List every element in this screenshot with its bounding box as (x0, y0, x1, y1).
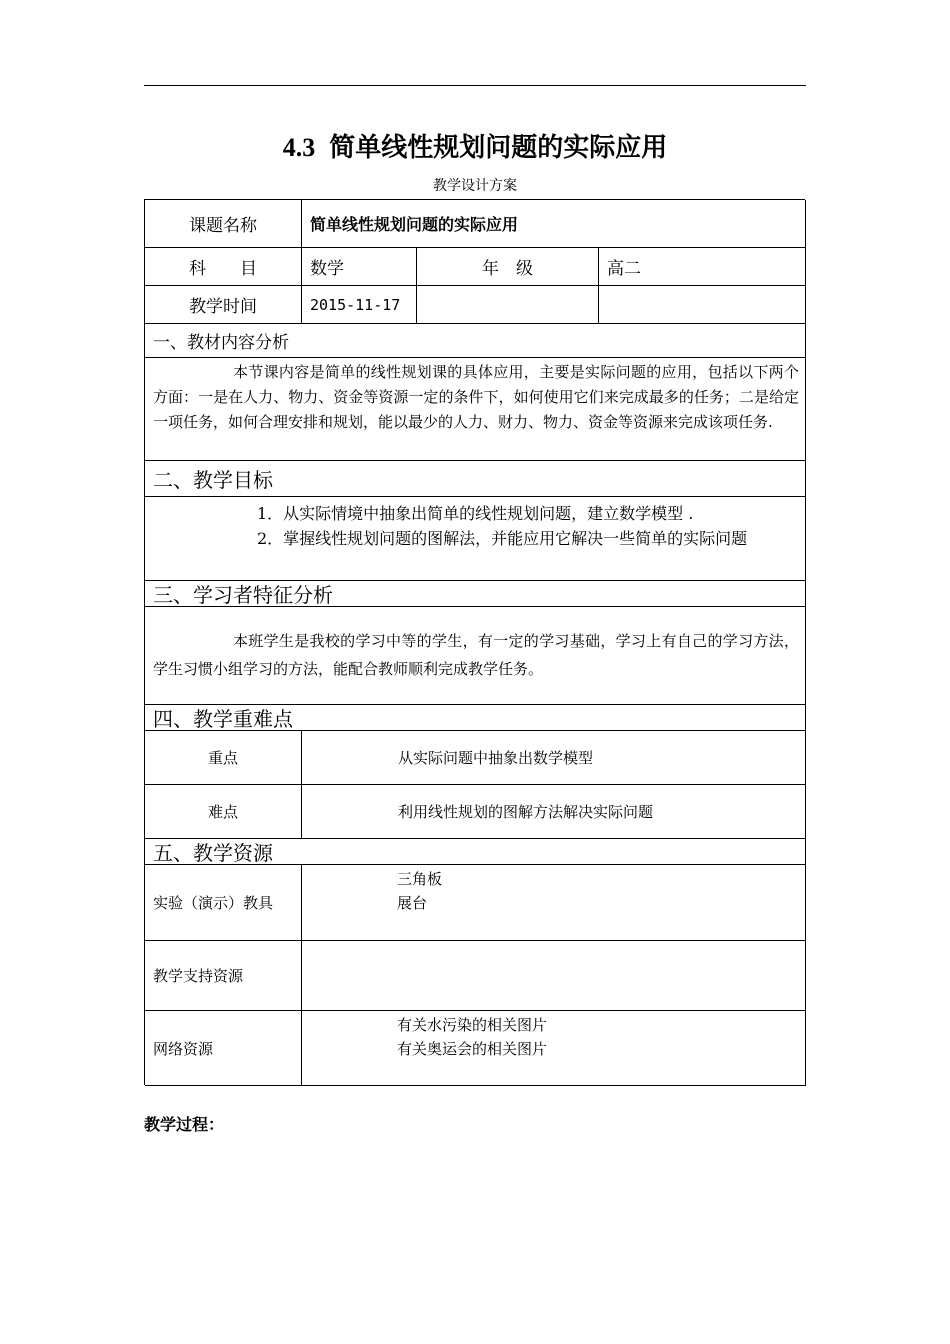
empty-cell (599, 286, 806, 324)
page-title (144, 130, 806, 166)
resource-item: 三角板 (397, 870, 443, 888)
section1-body (145, 358, 806, 461)
teaching-process-heading: 教学过程： (144, 1115, 225, 1134)
section3-text: 本班学生是我校的学习中等的学生，有一定的学习基础，学习上有自己的学习方法，学生习惯小组学习的方法，能配合教师顺利完成教学任务。 (153, 632, 799, 678)
sections-table (144, 323, 805, 1085)
section1-text: 本节课内容是简单的线性规划课的具体应用，主要是实际问题的应用，包括以下两个方面：一是在人力、物力、资金等资源一定的条件下，如何使用它们来完成最多的任务；二是给定一项任务，如何合理安排和规划，能以最少的人力、财力、物力、资金等资源来完成该项任务. (153, 363, 799, 431)
difficult-label: 难点 (145, 785, 302, 839)
title-text: 简单线性规划问题的实际应用 (329, 133, 668, 163)
subject-value: 数学 (302, 248, 417, 286)
section-heading: 二、教学目标 (145, 461, 806, 497)
section-heading: 五、教学资源 (145, 839, 806, 865)
support-value (302, 941, 806, 1011)
section-heading: 三、学习者特征分析 (145, 581, 806, 607)
time-label: 教学时间 (145, 286, 302, 324)
network-label: 网络资源 (145, 1011, 302, 1086)
key-value: 从实际问题中抽象出数学模型 (302, 731, 806, 785)
section-heading: 一、教材内容分析 (145, 324, 806, 358)
difficult-value: 利用线性规划的图解方法解决实际问题 (302, 785, 806, 839)
section3-body (145, 607, 806, 705)
resource-item: 展台 (397, 894, 428, 912)
title-number: 4.3 (282, 133, 316, 162)
support-label: 教学支持资源 (145, 941, 302, 1011)
goal-item: 1．从实际情境中抽象出简单的线性规划问题，建立数学模型 . (257, 504, 694, 523)
subject-label: 科 目 (145, 248, 302, 286)
resource-item: 有关奥运会的相关图片 (397, 1040, 548, 1058)
experiment-items (302, 865, 806, 941)
grade-label: 年 级 (417, 248, 599, 286)
topic-value: 简单线性规划问题的实际应用 (302, 200, 806, 248)
section2-body (145, 497, 806, 581)
topic-label: 课题名称 (145, 200, 302, 248)
header-rule (144, 85, 806, 86)
experiment-label: 实验（演示）教具 (145, 865, 302, 941)
resource-item: 有关水污染的相关图片 (397, 1016, 548, 1034)
key-label: 重点 (145, 731, 302, 785)
grade-value: 高二 (599, 248, 806, 286)
info-table (144, 199, 805, 323)
time-value: 2015-11-17 (302, 286, 417, 324)
section-heading: 四、教学重难点 (145, 705, 806, 731)
page-subtitle: 教学设计方案 (433, 178, 517, 194)
goal-item: 2．掌握线性规划问题的图解法，并能应用它解决一些简单的实际问题 (257, 529, 748, 548)
network-items (302, 1011, 806, 1086)
empty-cell (417, 286, 599, 324)
